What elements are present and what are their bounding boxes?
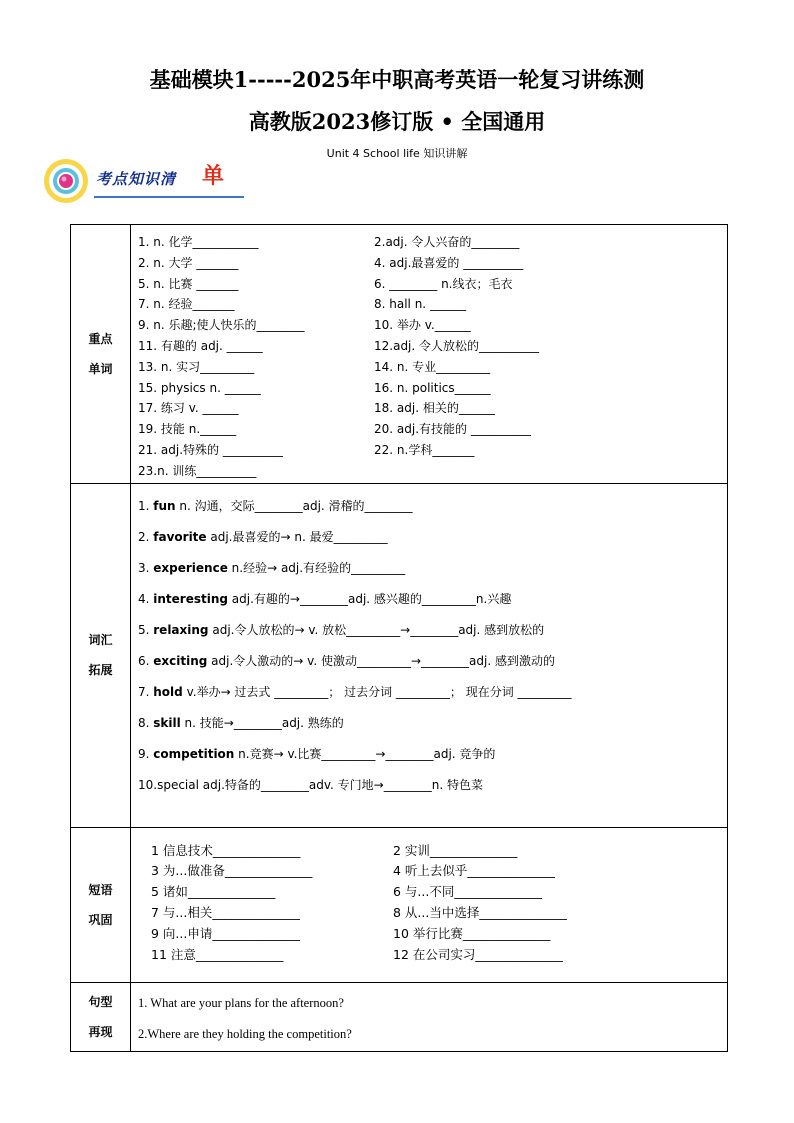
expansion-item: 3. experience n.经验→ adj.有经验的_________ <box>138 560 406 575</box>
vocab-item: 22. n.学科_______ <box>374 442 475 457</box>
section-logo <box>38 156 248 206</box>
vocab-item: 20. adj.有技能的 __________ <box>374 422 531 437</box>
document-title: 基础模块1-----2025年中职高考英语一轮复习讲练测 <box>149 67 645 92</box>
expansion-row <box>71 483 728 827</box>
vocab-item <box>374 461 726 482</box>
phrase-item: 11 注意______________ <box>151 946 284 962</box>
vocab-item: 23.n. 训练__________ <box>138 463 257 478</box>
phrase-item: 8 从...当中选择______________ <box>393 904 567 920</box>
expansion-item: 9. competition n.竞赛→ v.比赛_________→________adj. 竞争的 <box>138 746 496 761</box>
vocab-content <box>131 225 728 484</box>
expansion-item: 8. skill n. 技能→________adj. 熟练的 <box>138 715 344 730</box>
expansion-item: 5. relaxing adj.令人放松的→ v. 放松_________→________adj. 感到放松的 <box>138 622 545 637</box>
phrase-item: 5 诸如______________ <box>151 884 276 900</box>
vocab-item: 5. n. 比赛 _______ <box>138 276 239 291</box>
vocab-item: 14. n. 专业_________ <box>374 359 491 374</box>
expansion-item: 10.special adj.特备的________adv. 专门地→________n. 特色菜 <box>138 777 483 792</box>
document-subtitle: 高教版2023修订版 • 全国通用 <box>248 109 546 134</box>
sentences-content <box>131 982 728 1051</box>
phrases-label <box>71 827 131 982</box>
phrase-item: 4 听上去似乎______________ <box>393 863 555 879</box>
logo-text: 考点知识清 <box>96 170 177 188</box>
vocab-item: 12.adj. 令人放松的__________ <box>374 338 540 353</box>
phrase-item: 12 在公司实习______________ <box>393 946 563 962</box>
expansion-item: 6. exciting adj.令人激动的→ v. 使激动_________→________adj. 感到激动的 <box>138 653 555 668</box>
expansion-item: 7. hold v.举办→ 过去式 _________； 过去分词 _________； 现在分词 _________ <box>138 684 572 699</box>
vocab-item: 9. n. 乐趣;使人快乐的________ <box>138 318 305 333</box>
vocab-item: 18. adj. 相关的______ <box>374 401 495 416</box>
target-icon <box>38 156 92 206</box>
expansion-label <box>71 483 131 827</box>
expansion-item: 4. interesting adj.有趣的→________adj. 感兴趣的_________n.兴趣 <box>138 591 512 606</box>
vocab-item: 19. 技能 n.______ <box>138 422 237 437</box>
label-line: 词汇 <box>88 633 113 648</box>
phrase-item: 7 与...相关______________ <box>151 904 300 920</box>
logo-underline <box>94 196 244 198</box>
expansion-item: 1. fun n. 沟通，交际________adj. 滑稽的________ <box>138 498 413 513</box>
vocab-item: 11. 有趣的 adj. ______ <box>138 338 263 353</box>
phrases-row <box>71 827 728 982</box>
label-line: 重点 <box>88 331 113 346</box>
vocab-item: 16. n. politics______ <box>374 380 491 395</box>
label-line: 再现 <box>88 1024 113 1039</box>
vocab-item: 21. adj.特殊的 __________ <box>138 442 283 457</box>
sentence-item: 2.Where are they holding the competition? <box>138 1026 352 1041</box>
vocab-item: 1. n. 化学___________ <box>138 235 259 249</box>
vocab-item: 6. ________ n.线衣；毛衣 <box>374 276 513 291</box>
sentence-item: 1. What are your plans for the afternoon? <box>138 995 344 1010</box>
phrase-item: 6 与...不同______________ <box>393 884 542 900</box>
vocab-label <box>71 225 131 484</box>
phrase-item: 1 信息技术______________ <box>151 842 301 858</box>
label-line: 巩固 <box>88 912 113 927</box>
phrases-content <box>131 827 728 982</box>
vocab-item: 13. n. 实习_________ <box>138 359 255 374</box>
phrase-item: 10 举行比赛______________ <box>393 925 551 941</box>
label-line: 拓展 <box>88 663 113 678</box>
vocab-row <box>71 225 728 484</box>
label-line: 单词 <box>88 361 113 376</box>
phrase-item: 9 向...申请______________ <box>151 925 300 941</box>
expansion-content <box>131 483 728 827</box>
vocab-item: 2. n. 大学 _______ <box>138 255 239 270</box>
label-line: 短语 <box>88 882 113 897</box>
sentences-label <box>71 982 131 1051</box>
knowledge-table <box>70 224 728 1052</box>
vocab-item: 10. 举办 v.______ <box>374 318 471 333</box>
unit-caption: Unit 4 School life 知识讲解 <box>326 147 468 160</box>
vocab-item: 2.adj. 令人兴奋的________ <box>374 235 520 249</box>
phrase-item: 2 实训______________ <box>393 842 518 858</box>
vocab-item: 15. physics n. ______ <box>138 380 261 395</box>
label-line: 句型 <box>88 994 113 1009</box>
logo-char: 单 <box>202 163 225 189</box>
vocab-item: 4. adj.最喜爱的 __________ <box>374 255 524 270</box>
vocab-item: 17. 练习 v. ______ <box>138 401 239 416</box>
expansion-item: 2. favorite adj.最喜爱的→ n. 最爱_________ <box>138 529 388 544</box>
phrase-item: 3 为...做准备______________ <box>151 863 313 879</box>
vocab-item: 7. n. 经验_______ <box>138 297 235 312</box>
vocab-item: 8. hall n. ______ <box>374 297 466 312</box>
sentences-row <box>71 982 728 1051</box>
